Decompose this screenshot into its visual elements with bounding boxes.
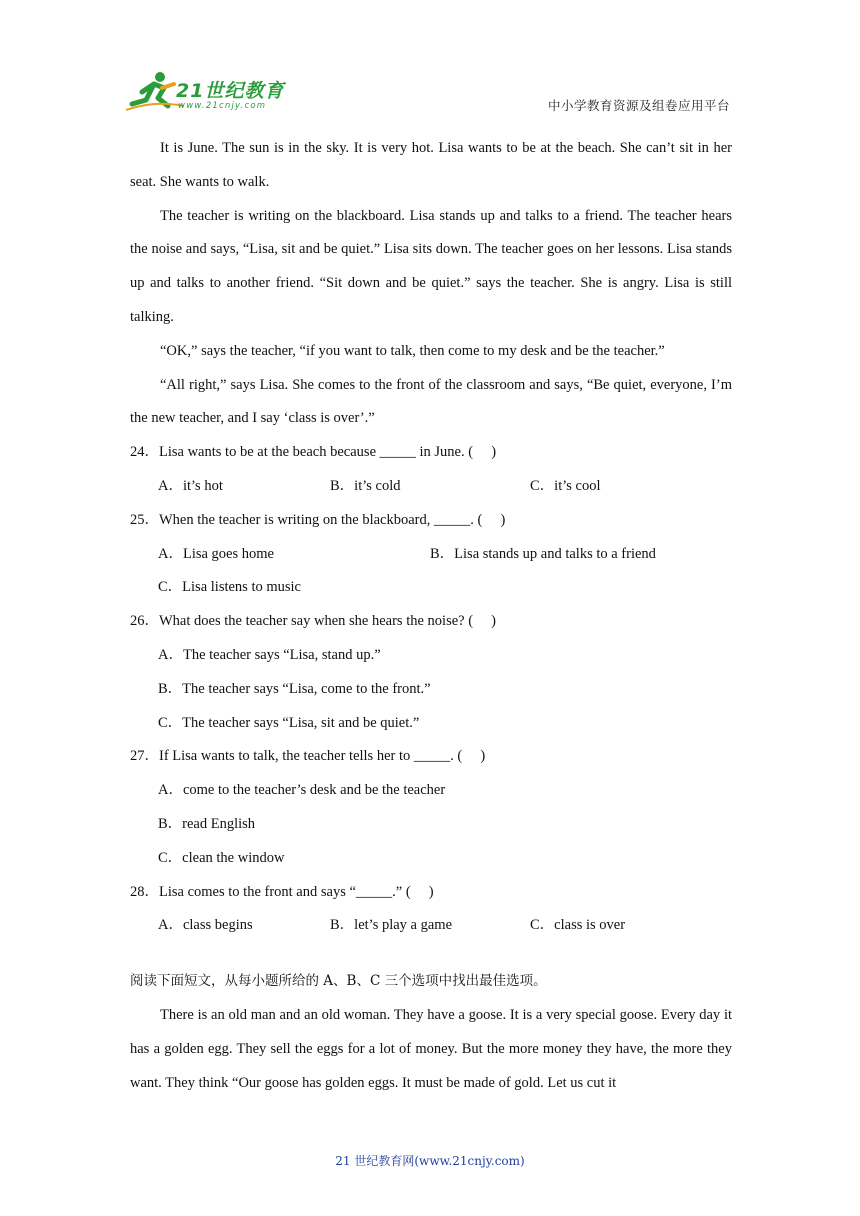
passage-paragraph: “All right,” says Lisa. She comes to the front of the classroom and says, “Be quiet, everyone, I’m the new teacher, and I say ‘class is over’.” (130, 376, 732, 427)
option-b[interactable]: B．it’s cold (330, 477, 401, 494)
option-a[interactable]: A．class begins (158, 917, 253, 934)
option-a[interactable]: A．The teacher says “Lisa, stand up.” (158, 646, 381, 663)
option-a[interactable]: A．come to the teacher’s desk and be the teacher (158, 782, 446, 799)
page-footer: 21 世纪教育网(www.21cnjy.com) (335, 1154, 525, 1168)
option-c[interactable]: C．Lisa listens to music (158, 579, 301, 596)
question-24-options (130, 470, 732, 504)
question-27: 27．If Lisa wants to talk, the teacher tells her to _____. ( ) (130, 748, 486, 765)
section-instruction: 阅读下面短文，从每小题所给的 A、B、C 三个选项中找出最佳选项。 (130, 973, 547, 990)
option-c[interactable]: C．clean the window (158, 849, 285, 866)
platform-name: 中小学教育资源及组卷应用平台 (547, 98, 730, 113)
question-25-options (130, 538, 732, 572)
option-b[interactable]: B．Lisa stands up and talks to a friend (430, 545, 656, 562)
option-b[interactable]: B．The teacher says “Lisa, come to the front.” (158, 680, 431, 697)
site-logo (124, 70, 294, 116)
page-content (130, 132, 732, 1100)
option-c[interactable]: C．it’s cool (530, 477, 601, 494)
logo-url: www.21cnjy.com (178, 101, 267, 111)
question-25: 25．When the teacher is writing on the blackboard, _____. ( ) (130, 511, 506, 528)
option-b[interactable]: B．read English (158, 815, 256, 832)
passage-paragraph: The teacher is writing on the blackboard. Lisa stands up and talks to a friend. The teacher hears the noise and says, “Lisa, sit and be quiet.” Lisa sits down. The teacher goes on her lessons. Lisa stands up and talks to another friend. “Sit down and be quiet.” says the teacher. She is angry. Lisa is still talking. (130, 207, 732, 325)
option-a[interactable]: A．Lisa goes home (158, 545, 274, 562)
passage-paragraph: “OK,” says the teacher, “if you want to talk, then come to my desk and be the teacher.” (160, 342, 665, 359)
option-a[interactable]: A．it’s hot (158, 477, 223, 494)
option-c[interactable]: C．The teacher says “Lisa, sit and be quiet.” (158, 714, 420, 731)
question-28: 28．Lisa comes to the front and says “_____.” ( ) (130, 883, 434, 900)
option-c[interactable]: C．class is over (530, 917, 626, 934)
passage-paragraph: It is June. The sun is in the sky. It is very hot. Lisa wants to be at the beach. She can’t sit in her seat. She wants to walk. (130, 140, 732, 190)
passage-paragraph: There is an old man and an old woman. They have a goose. It is a very special goose. Every day it has a golden egg. They sell the eggs for a lot of money. But the more money they have, the more they want. They think “Our goose has golden eggs. It must be made of gold. Let us cut it (130, 1006, 732, 1091)
question-26: 26．What does the teacher say when she hears the noise? ( ) (130, 613, 496, 630)
option-b[interactable]: B．let’s play a game (330, 917, 453, 934)
question-28-options (130, 909, 732, 943)
logo-wordmark: 21世纪教育 (176, 80, 285, 102)
question-24: 24．Lisa wants to be at the beach because _____ in June. ( ) (130, 444, 497, 461)
